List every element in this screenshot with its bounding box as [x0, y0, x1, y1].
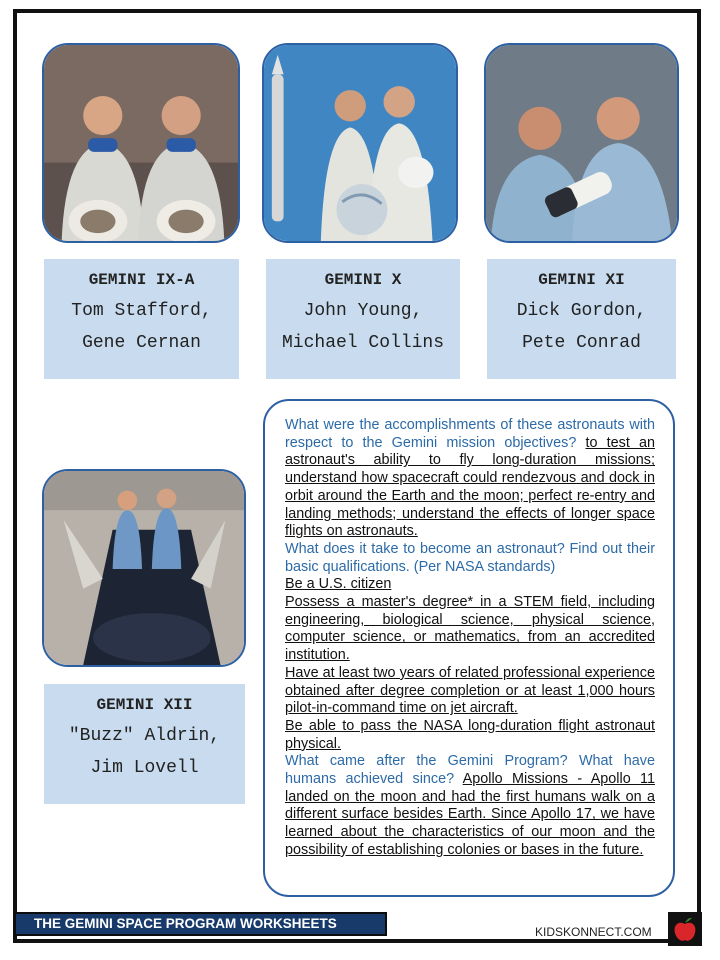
- crew-line: "Buzz" Aldrin,: [68, 726, 221, 746]
- qualification-item: Have at least two years of related professional experience obtained after degree completion or at least 1,000 hours pilot-in-command time on jet aircraft.: [285, 664, 655, 717]
- crew-line: John Young,: [303, 301, 423, 321]
- mission-title: GEMINI XI: [538, 271, 625, 289]
- caption-gemini-x: [266, 259, 460, 379]
- qualification-item: Be a U.S. citizen: [285, 576, 392, 593]
- caption-gemini-xii: [44, 684, 245, 804]
- crew-line: Tom Stafford,: [71, 301, 212, 321]
- footer-title-bar: [14, 912, 387, 936]
- mission-title: GEMINI X: [324, 271, 402, 289]
- footer-title: THE GEMINI SPACE PROGRAM WORKSHEETS: [34, 916, 337, 931]
- info-box: [263, 399, 675, 897]
- accomplishments-section: [285, 417, 655, 541]
- crew-line: Michael Collins: [281, 333, 445, 353]
- photo-gemini-ix-a: [42, 43, 240, 243]
- caption-gemini-ix-a: [44, 259, 239, 379]
- question-qualifications: What does it take to become an astronaut? Find out their basic qualifications. (Per NASA standards): [285, 540, 655, 575]
- apple-icon: [668, 912, 702, 946]
- crew-line: Gene Cernan: [82, 333, 201, 353]
- crew-line: Jim Lovell: [90, 758, 199, 778]
- question-after-gemini: What came after the Gemini Program? What have humans achieved since?: [285, 753, 655, 788]
- mission-title: GEMINI IX-A: [88, 271, 195, 289]
- mission-title: GEMINI XII: [96, 696, 193, 714]
- qualification-item: Possess a master's degree* in a STEM field, including engineering, biological science, physical science, computer science, or mathematics, from an accredited institution.: [285, 594, 655, 664]
- crew-line: Dick Gordon,: [516, 301, 647, 321]
- after-gemini-section: [285, 753, 655, 859]
- answer-accomplishments: to test an astronaut's ability to fly long-duration missions; understand how spacecraft could rendezvous and dock in orbit around the Earth and the moon; perfect re-entry and landing methods; understand the effects of longer space flights on astronauts.: [285, 434, 655, 540]
- caption-gemini-xi: [487, 259, 676, 379]
- site-name: KIDSKONNECT.COM: [535, 925, 652, 939]
- photo-gemini-xii: [42, 469, 246, 667]
- qualifications-list: [285, 576, 655, 753]
- photo-gemini-x: [262, 43, 458, 243]
- qualification-item: Be able to pass the NASA long-duration flight astronaut physical.: [285, 717, 655, 752]
- crew-line: Pete Conrad: [522, 333, 641, 353]
- answer-after-gemini: Apollo Missions - Apollo 11 landed on the moon and had the first humans walk on a different surface besides Earth. Since Apollo 17, we have learned about the characteristics of our moon and the possibility of establishing colonies or bases in the future.: [285, 771, 655, 858]
- question-accomplishments: What were the accomplishments of these astronauts with respect to the Gemini mission objectives?: [285, 417, 655, 451]
- photo-gemini-xi: [484, 43, 679, 243]
